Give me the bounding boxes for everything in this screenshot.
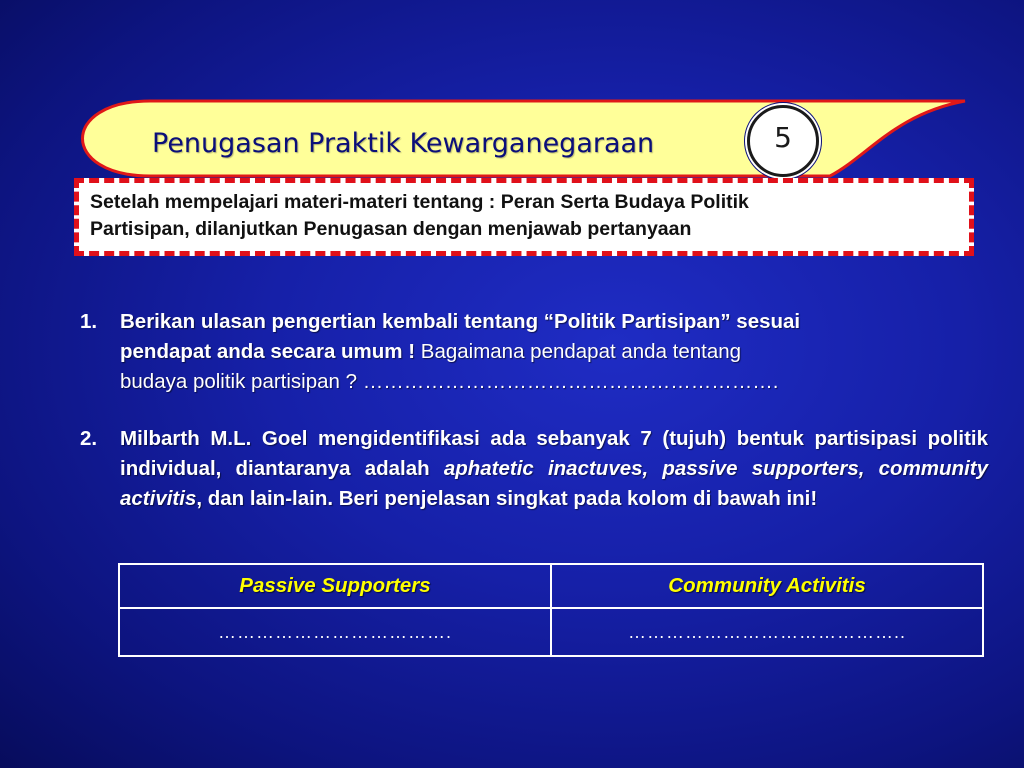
table-row xyxy=(119,608,983,656)
question-2 xyxy=(80,424,990,554)
intro-box xyxy=(74,178,974,256)
intro-line-1: Setelah mempelajari materi-materi tentang : Peran Serta Budaya Politik xyxy=(90,191,749,213)
question-line-normal: Bagaimana pendapat anda tentang xyxy=(420,340,742,363)
table-header-community-activitis: Community Activitis xyxy=(551,564,983,608)
answer-table xyxy=(118,563,984,657)
page-title: Penugasan Praktik Kewarganegaraan xyxy=(152,128,655,159)
slide-number-badge: 5 xyxy=(747,105,819,177)
question-line: budaya politik partisipan ? ……………………………………………………. xyxy=(120,370,779,393)
table-cell-passive-supporters[interactable]: ………………………………. xyxy=(119,608,551,656)
question-1 xyxy=(80,307,980,402)
question-text xyxy=(120,424,988,514)
question-line-bold: pendapat anda secara umum ! xyxy=(120,340,421,363)
question-number: 1. xyxy=(80,310,98,333)
table-header-row xyxy=(119,564,983,608)
question-line xyxy=(120,337,980,367)
title-banner xyxy=(0,0,1024,200)
question-line: Berikan ulasan pengertian kembali tentang “Politik Partisipan” sesuai xyxy=(120,310,801,333)
intro-line-2: Partisipan, dilanjutkan Penugasan dengan menjawab pertanyaan xyxy=(90,218,692,240)
question-text xyxy=(120,307,980,397)
question-text-a: Milbarth M.L. Goel mengidentifikasi ada sebanyak 7 (tujuh) bentuk partisipasi politik individual, diantaranya adalah xyxy=(120,427,988,480)
question-text-italic: aphatetic inactuves, passive supporters, community activitis xyxy=(120,457,988,510)
table-header-passive-supporters: Passive Supporters xyxy=(119,564,551,608)
question-number: 2. xyxy=(80,427,98,450)
question-text-b: , dan lain-lain. Beri penjelasan singkat pada kolom di bawah ini! xyxy=(196,487,818,510)
table-cell-community-activitis[interactable]: …………………………………….. xyxy=(551,608,983,656)
